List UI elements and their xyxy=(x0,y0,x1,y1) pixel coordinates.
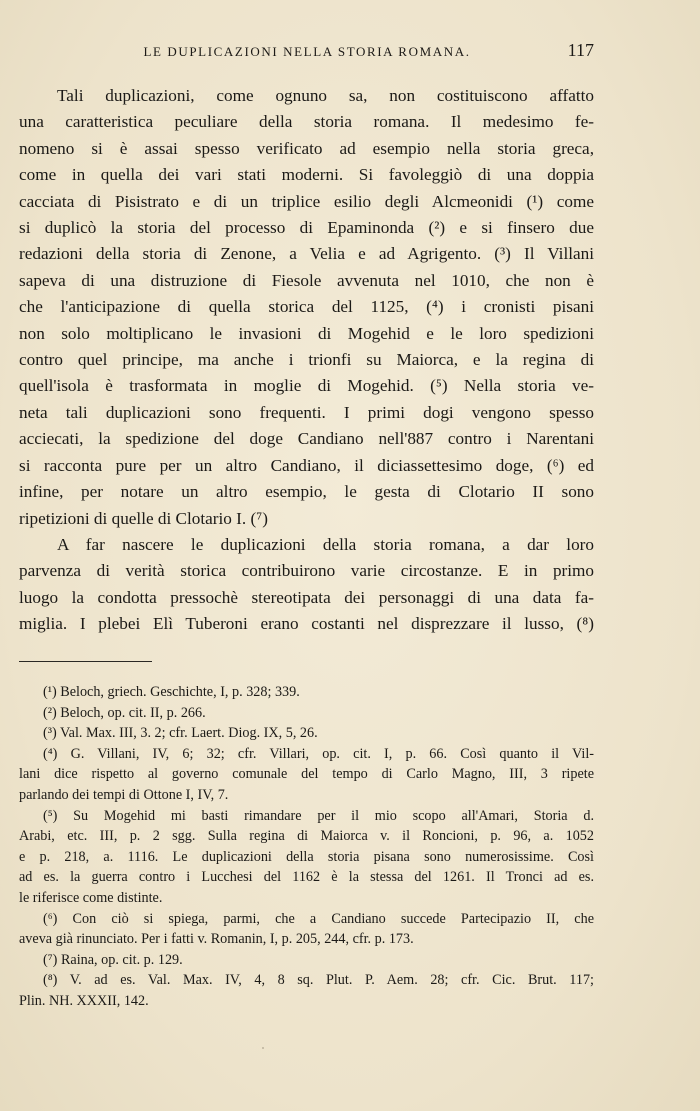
text-line: parvenza di verità storica contribuirono varie circostanze. E in primo xyxy=(19,561,594,581)
footnote-line: (⁶) Con ciò si spiega, parmi, che a Candiano succede Partecipazio II, che xyxy=(43,910,594,927)
text-line: si duplicò la storia del processo di Epaminonda (²) e si finsero due xyxy=(19,218,594,238)
text-line: infine, per notare un altro esempio, le gesta di Clotario II sono xyxy=(19,482,594,502)
footnote-line: (⁴) G. Villani, IV, 6; 32; cfr. Villari, op. cit. I, p. 66. Così quanto il Vil- xyxy=(43,745,594,762)
main-text xyxy=(19,83,594,638)
text-line: quell'isola è trasformata in moglie di Mogehid. (⁵) Nella storia ve- xyxy=(19,376,594,396)
text-line: si racconta pure per un altro Candiano, il diciassettesimo doge, (⁶) ed xyxy=(19,455,594,475)
running-header: LE DUPLICAZIONI NELLA STORIA ROMANA. xyxy=(143,44,471,59)
text-line: sapeva di una distruzione di Fiesole avvenuta nel 1010, che non è xyxy=(19,270,594,290)
page-number: 117 xyxy=(567,40,594,60)
footnote-line: (¹) Beloch, griech. Geschichte, I, p. 328; 339. xyxy=(43,684,300,700)
text-line: come in quella dei vari stati moderni. Si favoleggiò di una doppia xyxy=(19,165,594,185)
text-line: acciecati, la spedizione del doge Candiano nell'887 contro i Narentani xyxy=(19,429,594,449)
text-line: contro quel principe, ma anche i trionfi su Maiorca, e la regina di xyxy=(19,350,594,370)
text-line: redazioni della storia di Zenone, a Velia e ad Agrigento. (³) Il Villani xyxy=(19,244,594,264)
footnote-line: Arabi, etc. III, p. 2 sgg. Sulla regina di Maiorca v. il Roncioni, p. 96, a. 1052 xyxy=(19,828,594,845)
footnote-line: parlando dei tempi di Ottone I, IV, 7. xyxy=(19,786,229,803)
footnote-line: ad es. la guerra contro i Lucchesi del 1162 è la stessa del 1261. Il Tronci ad es. xyxy=(19,869,594,886)
footnote-line: le riferisce come distinte. xyxy=(19,889,163,906)
footnote-line: Plin. NH. XXXII, 142. xyxy=(19,992,149,1009)
footnote-line: (³) Val. Max. III, 3. 2; cfr. Laert. Diog. IX, 5, 26. xyxy=(43,725,318,742)
footnote-line: e p. 218, a. 1116. Le duplicazioni della storia pisana sono numerosissime. Così xyxy=(19,848,594,865)
text-line: cacciata di Pisistrato e di un triplice esilio degli Alcmeonidi (¹) come xyxy=(19,191,594,211)
footnote-line: (⁸) V. ad es. Val. Max. IV, 4, 8 sq. Plut. P. Aem. 28; cfr. Cic. Brut. 117; xyxy=(43,972,594,989)
text-line: Tali duplicazioni, come ognuno sa, non costituiscono affatto xyxy=(57,86,594,105)
text-line: che l'anticipazione di quella storica del 1125, (⁴) i cronisti pisani xyxy=(19,297,594,317)
text-line: neta tali duplicazioni sono frequenti. I primi dogi vengono spesso xyxy=(19,402,594,422)
text-line: A far nascere le duplicazioni della storia romana, a dar loro xyxy=(57,534,594,554)
text-line: miglia. I plebei Elì Tuberoni erano costanti nel disprezzare il lusso, (⁸) xyxy=(19,614,594,634)
text-line: ripetizioni di quelle di Clotario I. (⁷) xyxy=(19,508,268,528)
paper-speck xyxy=(262,1047,264,1049)
footnote-line: (⁷) Raina, op. cit. p. 129. xyxy=(43,951,183,968)
footnote-line: (⁵) Su Mogehid mi basti rimandare per il mio scopo all'Amari, Storia d. xyxy=(43,807,594,824)
footnote-separator xyxy=(19,661,152,662)
footnotes xyxy=(19,682,594,1012)
footnote-line: aveva già rinunciato. Per i fatti v. Romanin, I, p. 205, 244, cfr. p. 173. xyxy=(19,931,414,948)
text-line: non solo moltiplicano le invasioni di Mogehid e le loro spedizioni xyxy=(19,323,594,343)
text-line: luogo la condotta pressochè stereotipata dei personaggi di una data fa- xyxy=(19,587,594,607)
text-line: nomeno si è assai spesso verificato ad esempio nella storia greca, xyxy=(19,138,594,158)
text-line: una caratteristica peculiare della storia romana. Il medesimo fe- xyxy=(19,112,594,132)
footnote-line: (²) Beloch, op. cit. II, p. 266. xyxy=(43,704,206,721)
footnote-line: lani dice rispetto al governo comunale del tempo di Carlo Magno, III, 3 ripete xyxy=(19,766,594,783)
